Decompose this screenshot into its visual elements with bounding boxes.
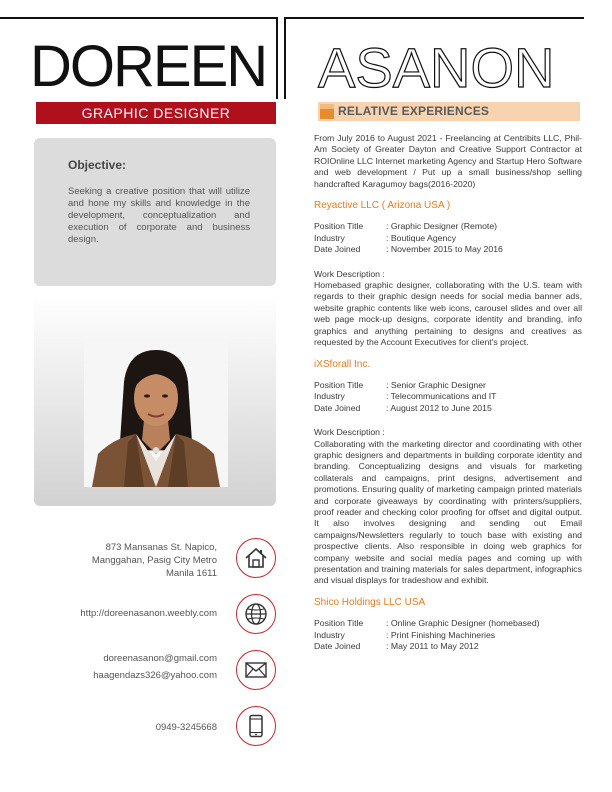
position-value: : Senior Graphic Designer: [386, 379, 486, 390]
section-marker-icon: [320, 104, 334, 119]
work-description-label: Work Description :: [314, 268, 385, 279]
phone[interactable]: 0949-3245668: [155, 722, 217, 733]
date-label: Date Joined: [314, 402, 361, 413]
work-description-label: Work Description :: [314, 427, 385, 438]
address-line-2: Manggahan, Pasig City Metro: [91, 555, 217, 566]
objective-text: Seeking a creative position that will utilize and hone my skills and knowledge in the development, conceptualization and execution of corporate and business design.: [68, 186, 250, 245]
work-description: Homebased graphic designer, collaborating with the U.S. team with regards to their graphic design needs for social media banner ads, website graphic contents like web icons, carousel slides and over all web page mock-up designs, corporate identity and branding, info graphics and anything pertaining to designs and creatives as requested by the Account Executives for client's project.: [314, 280, 582, 348]
industry-label: Industry: [314, 629, 345, 640]
last-name: ASANON: [318, 36, 555, 99]
address: [92, 541, 217, 580]
portrait-illustration: [84, 342, 228, 487]
position-label: Position Title: [314, 379, 364, 390]
date-value: : May 2011 to May 2012: [386, 641, 479, 652]
company-name: Shico Holdings LLC USA: [314, 596, 426, 608]
industry-value: : Boutique Agency: [386, 232, 457, 243]
job-info: [314, 221, 582, 255]
section-header-experience: [318, 102, 580, 121]
objective-heading: Objective:: [68, 158, 127, 172]
position-label: Position Title: [314, 618, 364, 629]
date-label: Date Joined: [314, 244, 361, 255]
industry-label: Industry: [314, 391, 345, 402]
position-value: : Online Graphic Designer (homebased): [386, 618, 540, 629]
job-title-banner: GRAPHIC DESIGNER: [36, 102, 276, 124]
date-value: : August 2012 to June 2015: [386, 402, 492, 413]
experience-column: [314, 133, 582, 665]
company-name: iXSforall Inc.: [314, 358, 371, 370]
home-icon: [236, 538, 276, 578]
address-line-3: Manila 1611: [165, 568, 217, 579]
emails: [93, 650, 217, 684]
work-description: Collaborating with the marketing director and coordinating with other graphic designers and departments in building corporate identity and branding. Conceptualizing designs and visuals for marketing collaterals and campaigns, print designs, advertisement and promotions. Ensuring quality of marketing campaign printed materials and corporate giveaways by coordinating with printers/suppliers, proof reader and checking color proofing for offset and digital output. It also involves designing and sending out Email campaigns/Newsletters regularly to touch base with existing and prospective clients. Also responsible in doing web graphics for company website and social media pages and coming up with presentation and training materials for sales department, infographics and visual displays for tradeshow and exhibit.: [314, 438, 582, 586]
section-title: RELATIVE EXPERIENCES: [338, 104, 490, 118]
email-secondary[interactable]: haagendazs326@yahoo.com: [93, 670, 217, 681]
industry-value: : Telecommunications and IT: [386, 391, 497, 402]
position-value: : Graphic Designer (Remote): [386, 221, 498, 232]
envelope-icon: [236, 650, 276, 690]
company-name: Reyactive LLC ( Arizona USA ): [314, 200, 451, 212]
job-info: [314, 380, 582, 414]
date-label: Date Joined: [314, 641, 361, 652]
mobile-phone-icon: [236, 706, 276, 746]
photo-panel: [34, 294, 276, 506]
website[interactable]: http://doreenasanon.weebly.com: [80, 608, 217, 619]
experience-intro: From July 2016 to August 2021 - Freelancing at Centribits LLC, Phil-Am Society of Greater Dayton and Creative Support Contractor at ROIOnline LLC Internet marketing Agency and Startup Hero Software and web development / Put up a small business/shop selling handcrafted Karagumoy bags(2016-2020): [314, 133, 582, 189]
address-line-1: 873 Mansanas St. Napico,: [105, 542, 217, 553]
first-name: DOREEN: [30, 34, 267, 99]
industry-value: : Print Finishing Machineries: [386, 629, 496, 640]
objective-panel: [34, 138, 276, 286]
profile-photo: [84, 342, 228, 487]
email-primary[interactable]: doreenasanon@gmail.com: [103, 653, 217, 664]
date-value: : November 2015 to May 2016: [386, 244, 503, 255]
position-label: Position Title: [314, 221, 364, 232]
job-info: [314, 618, 582, 652]
industry-label: Industry: [314, 232, 345, 243]
globe-icon: [236, 594, 276, 634]
